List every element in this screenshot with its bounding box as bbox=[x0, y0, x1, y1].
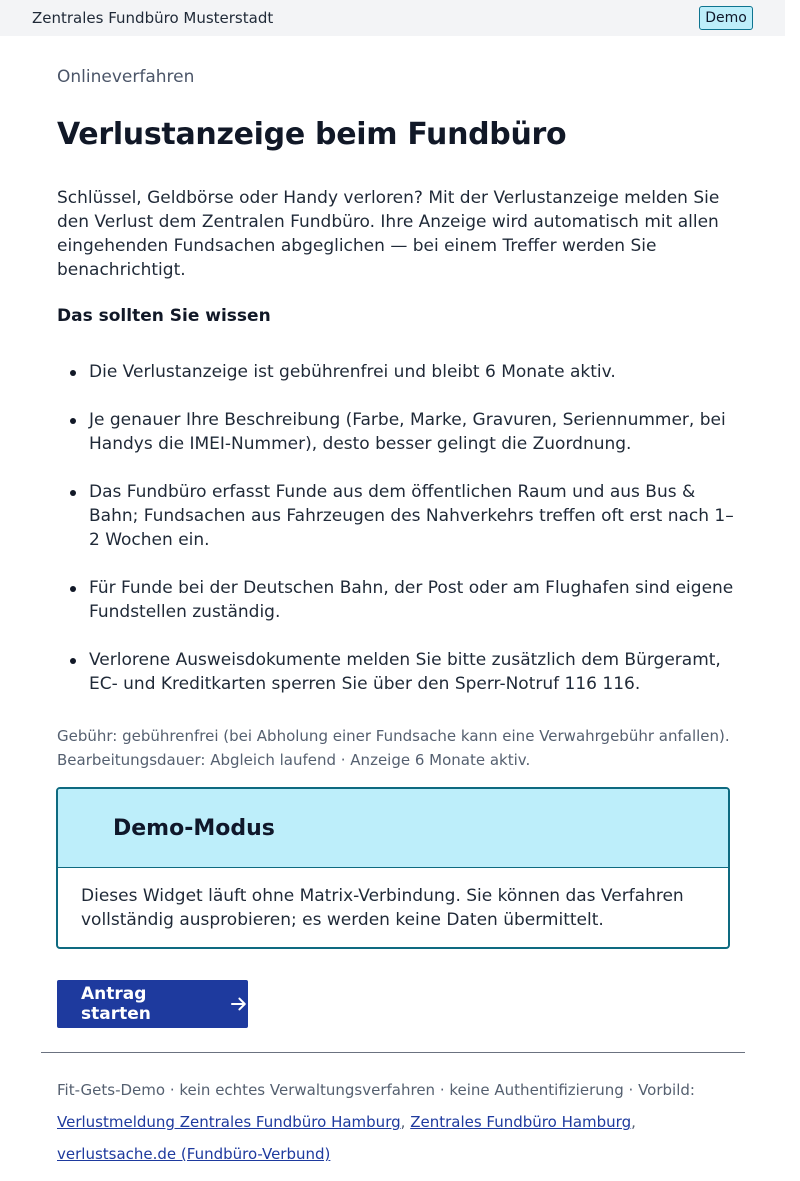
info-list-item: Je genauer Ihre Beschreibung (Farbe, Marke, Gravuren, Seriennummer, bei Handys die IMEI-Nummer), desto besser gelingt die Zuordnung. bbox=[89, 408, 734, 456]
site-title: Zentrales Fundbüro Musterstadt bbox=[32, 9, 274, 27]
start-application-button[interactable] bbox=[57, 980, 248, 1028]
fee-line: Gebühr: gebührenfrei (bei Abholung einer Fundsache kann eine Verwahrgebühr anfallen). bbox=[57, 727, 730, 745]
fee-info bbox=[57, 724, 757, 772]
footer bbox=[57, 1074, 757, 1170]
info-list-item: Das Fundbüro erfasst Funde aus dem öffentlichen Raum und aus Bus & Bahn; Fundsachen aus Fahrzeugen des Nahverkehrs treffen oft erst nach 1–2 Wochen ein. bbox=[89, 482, 734, 550]
footer-link-verlustmeldung[interactable]: Verlustmeldung Zentrales Fundbüro Hamburg bbox=[57, 1113, 401, 1131]
notice-title: Demo-Modus bbox=[113, 816, 275, 841]
page-title: Verlustanzeige beim Fundbüro bbox=[57, 117, 567, 152]
top-bar bbox=[0, 0, 785, 36]
info-list-item: Die Verlustanzeige ist gebührenfrei und bleibt 6 Monate aktiv. bbox=[89, 360, 734, 384]
info-list bbox=[89, 360, 734, 720]
arrow-right-icon bbox=[230, 995, 248, 1013]
footer-divider bbox=[41, 1052, 745, 1053]
info-list-item: Verlorene Ausweisdokumente melden Sie bitte zusätzlich dem Bürgeramt, EC- und Kreditkarten sperren Sie über den Sperr-Notruf 116 116. bbox=[89, 648, 734, 696]
notice-header bbox=[58, 789, 728, 868]
demo-badge: Demo bbox=[699, 6, 753, 30]
start-button-label: Antrag starten bbox=[81, 984, 151, 1024]
intro-text: Schlüssel, Geldbörse oder Handy verloren? Mit der Verlustanzeige melden Sie den Verlust dem Zentralen Fundbüro. Ihre Anzeige wird automatisch mit allen eingehenden Fundsachen abgeglichen — bei einem Treffer werden Sie benachrichtigt. bbox=[57, 188, 720, 280]
footer-note: Fit-Gets-Demo · kein echtes Verwaltungsverfahren · keine Authentifizierung · Vorbild: bbox=[57, 1081, 695, 1099]
info-list-item: Für Funde bei der Deutschen Bahn, der Post oder am Flughafen sind eigene Fundstellen zuständig. bbox=[89, 578, 734, 622]
notice-body: Dieses Widget läuft ohne Matrix-Verbindung. Sie können das Verfahren vollständig ausprobieren; es werden keine Daten übermittelt. bbox=[81, 886, 684, 930]
info-heading: Das sollten Sie wissen bbox=[57, 306, 271, 326]
duration-line: Bearbeitungsdauer: Abgleich laufend · Anzeige 6 Monate aktiv. bbox=[57, 751, 531, 769]
procedure-eyebrow: Onlineverfahren bbox=[57, 67, 195, 87]
demo-mode-notice bbox=[56, 787, 730, 949]
footer-separator: , bbox=[631, 1113, 636, 1131]
footer-link-verlustsache[interactable]: verlustsache.de (Fundbüro-Verbund) bbox=[57, 1145, 331, 1163]
footer-link-fundbuero[interactable]: Zentrales Fundbüro Hamburg bbox=[410, 1113, 632, 1131]
footer-separator: , bbox=[400, 1113, 406, 1131]
